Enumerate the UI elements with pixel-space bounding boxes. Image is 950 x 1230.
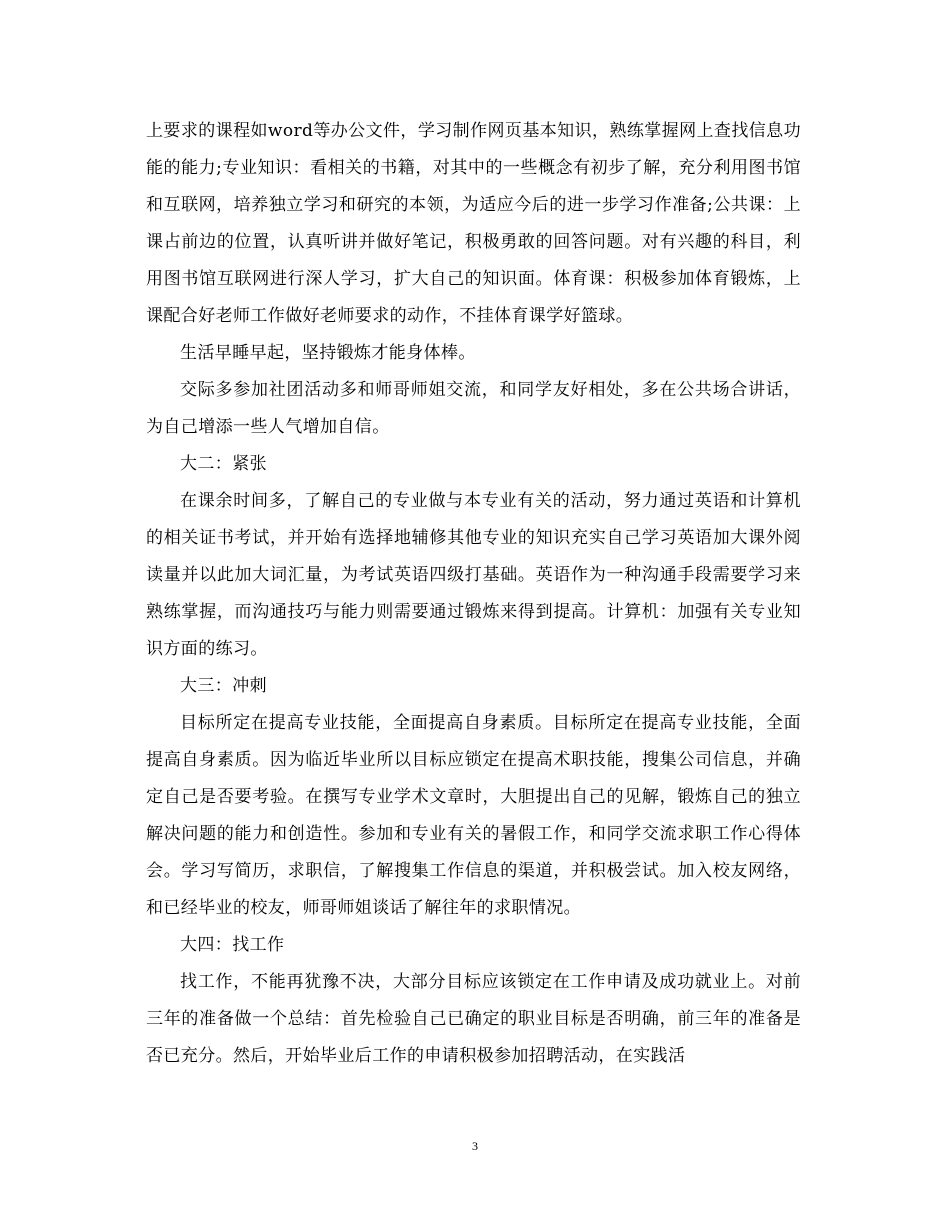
heading-year-four: 大四：找工作: [180, 935, 285, 955]
paragraph-life: 生活早睡早起，坚持锻炼才能身体棒。: [180, 343, 476, 363]
paragraph-year-four: 找工作，不能再犹豫不决，大部分目标应该锁定在工作申请及成功就业上。对前三年的准备做一个总结：首先检验自己已确定的职业目标是否明确，前三年的准备是否已充分。然后，开始毕业后工作的申请积极参加招聘活动，在实践活: [146, 972, 801, 1066]
paragraph-course-plan: 上要求的课程如word等办公文件，学习制作网页基本知识，熟练掌握网上查找信息功能的能力;专业知识：看相关的书籍，对其中的一些概念有初步了解，充分利用图书馆和互联网，培养独立学习和研究的本领，为适应今后的进一步学习作准备;公共课：上课占前边的位置，认真听讲并做好笔记，积极勇敢的回答问题。对有兴趣的科目，利用图书馆互联网进行深人学习，扩大自己的知识面。体育课：积极参加体育锻炼，上课配合好老师工作做好老师要求的动作，不挂体育课学好篮球。: [146, 121, 801, 326]
heading-year-two: 大二：紧张: [180, 454, 267, 474]
page-number: 3: [472, 1139, 478, 1153]
document-body: [146, 113, 801, 1075]
paragraph-year-two: 在课余时间多，了解自己的专业做与本专业有关的活动，努力通过英语和计算机的相关证书考试，并开始有选择地辅修其他专业的知识充实自己学习英语加大课外阅读量并以此加大词汇量，为考试英语四级打基础。英语作为一种沟通手段需要学习来熟练掌握，而沟通技巧与能力则需要通过锻炼来得到提高。计算机：加强有关专业知识方面的练习。: [146, 491, 801, 659]
heading-year-three: 大三：冲刺: [180, 676, 267, 696]
paragraph-year-three: 目标所定在提高专业技能，全面提高自身素质。目标所定在提高专业技能，全面提高自身素质。因为临近毕业所以目标应锁定在提高术职技能，搜集公司信息，并确定自己是否要考验。在撰写专业学术文章时，大胆提出自己的见解，锻炼自己的独立解决问题的能力和创造性。参加和专业有关的暑假工作，和同学交流求职工作心得体会。学习写简历，求职信，了解搜集工作信息的渠道，并积极尝试。加入校友网络，和已经毕业的校友，师哥师姐谈话了解往年的求职情况。: [146, 713, 801, 918]
paragraph-social: 交际多参加社团活动多和师哥师姐交流，和同学友好相处，多在公共场合讲话，为自己增添一些人气增加自信。: [146, 380, 801, 437]
